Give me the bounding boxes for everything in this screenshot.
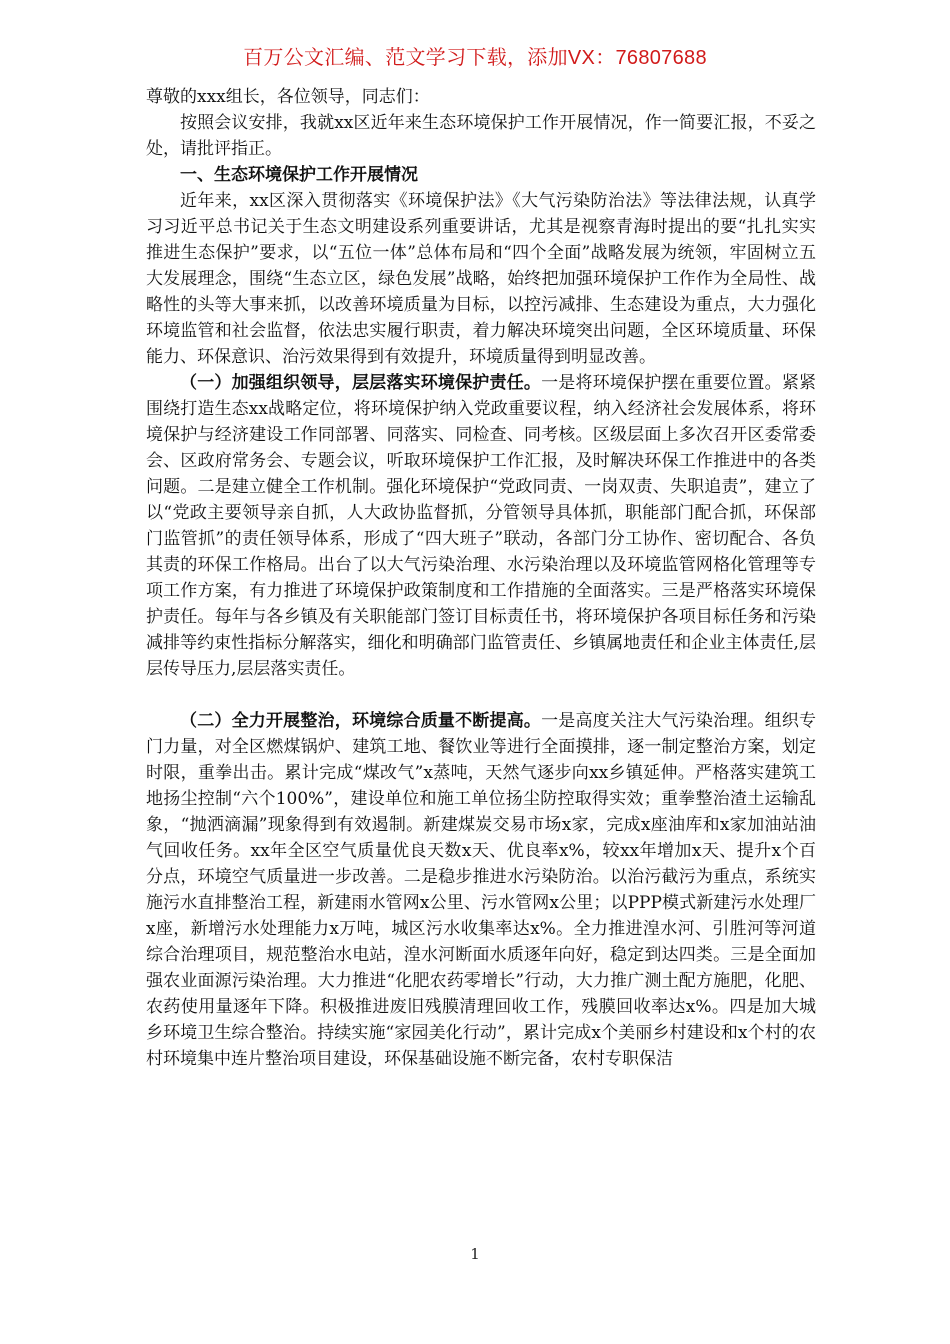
subsection-heading-1: （一）加强组织领导，层层落实环境保护责任。	[180, 373, 542, 393]
section-heading: 一、生态环境保护工作开展情况	[180, 165, 418, 185]
document-body	[146, 84, 816, 1072]
watermark-header: 百万公文汇编、范文学习下载，添加VX：76807688	[243, 47, 707, 69]
page-number: 1	[470, 1245, 480, 1263]
intro-paragraph: 按照会议安排，我就xx区近年来生态环境保护工作开展情况，作一简要汇报，不妥之处，请批评指正。	[146, 113, 816, 159]
subsection-heading-2: （二）全力开展整治，环境综合质量不断提高。	[180, 711, 542, 731]
subsection-body-1: 一是将环境保护摆在重要位置。紧紧围绕打造生态xx战略定位，将环境保护纳入党政重要议程，纳入经济社会发展体系，将环境保护与经济建设工作同部署、同落实、同检查、同考核。区级层面上多次召开区委常委会、区政府常务会、专题会议，听取环境保护工作汇报，及时解决环保工作推进中的各类问题。二是建立健全工作机制。强化环境保护“党政同责、一岗双责、失职追责”，建立了以“党政主要领导亲自抓，人大政协监督抓，分管领导具体抓，职能部门配合抓，环保部门监管抓”的责任领导体系，形成了“四大班子”联动，各部门分工协作、密切配合、各负其责的环保工作格局。出台了以大气污染治理、水污染治理以及环境监管网格化管理等专项工作方案，有力推进了环境保护政策制度和工作措施的全面落实。三是严格落实环境保护责任。每年与各乡镇及有关职能部门签订目标责任书，将环境保护各项目标任务和污染减排等约束性指标分解落实，细化和明确部门监管责任、乡镇属地责任和企业主体责任,层层传导压力,层层落实责任。	[146, 373, 817, 679]
subsection-body-2: 一是高度关注大气污染治理。组织专门力量，对全区燃煤锅炉、建筑工地、餐饮业等进行全面摸排，逐一制定整治方案，划定时限，重拳出击。累计完成“煤改气”x蒸吨，天然气逐步向xx乡镇延伸。严格落实建筑工地扬尘控制“六个100%”，建设单位和施工单位扬尘防控取得实效；重拳整治渣土运输乱象，“抛洒滴漏”现象得到有效遏制。新建煤炭交易市场x家，完成x座油库和x家加油站油气回收任务。xx年全区空气质量优良天数x天、优良率x%，较xx年增加x天、提升x个百分点，环境空气质量进一步改善。二是稳步推进水污染防治。以治污截污为重点，系统实施污水直排整治工程，新建雨水管网x公里、污水管网x公里；以PPP模式新建污水处理厂x座，新增污水处理能力x万吨，城区污水收集率达x%。全力推进湟水河、引胜河等河道综合治理项目，规范整治水电站，湟水河断面水质逐年向好，稳定到达四类。三是全面加强农业面源污染治理。大力推进“化肥农药零增长”行动，大力推广测土配方施肥，化肥、农药使用量逐年下降。积极推进废旧残膜清理回收工作，残膜回收率达x%。四是加大城乡环境卫生综合整治。持续实施“家园美化行动”，累计完成x个美丽乡村建设和x个村的农村环境集中连片整治项目建设，环保基础设施不断完备，农村专职保洁	[146, 711, 817, 1069]
section-paragraph: 近年来，xx区深入贯彻落实《环境保护法》《大气污染防治法》等法律法规，认真学习习近平总书记关于生态文明建设系列重要讲话，尤其是视察青海时提出的要“扎扎实实推进生态保护”要求，以“五位一体”总体布局和“四个全面”战略发展为统领，牢固树立五大发展理念，围绕“生态立区，绿色发展”战略，始终把加强环境保护工作作为全局性、战略性的头等大事来抓，以改善环境质量为目标，以控污减排、生态建设为重点，大力强化环境监管和社会监督，依法忠实履行职责，着力解决环境突出问题，全区环境质量、环保能力、环保意识、治污效果得到有效提升，环境质量得到明显改善。	[146, 191, 816, 367]
subsection-paragraph-2	[146, 708, 816, 1072]
subsection-paragraph-1	[146, 370, 816, 682]
salutation: 尊敬的xxx组长，各位领导，同志们：	[146, 87, 430, 107]
